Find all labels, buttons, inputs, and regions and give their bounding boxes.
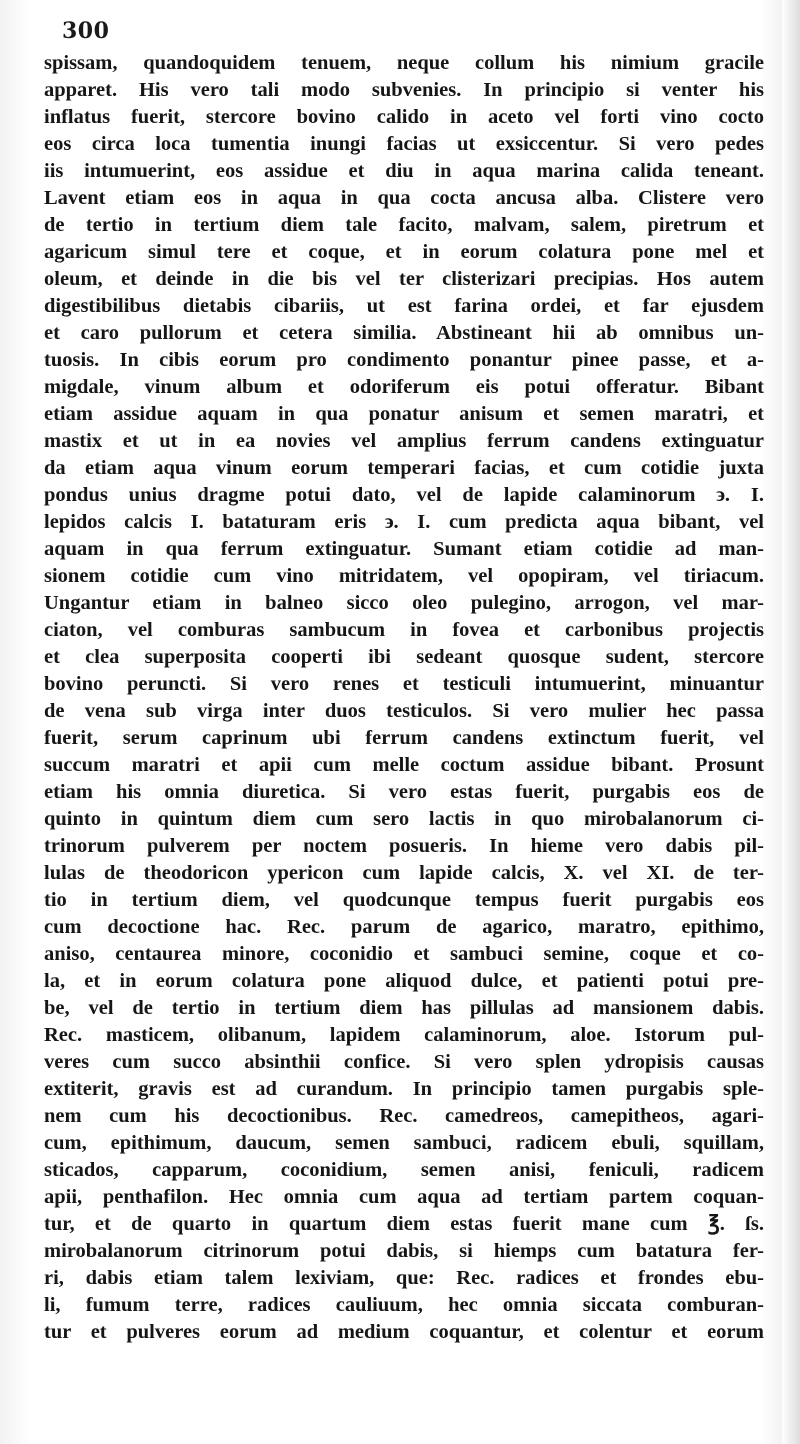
- text-line: ri, dabis etiam talem lexiviam, que: Rec. radices et frondes ebu-: [44, 1267, 764, 1289]
- text-line: Ungantur etiam in balneo sicco oleo pulegino, arrogon, vel mar-: [44, 592, 764, 614]
- text-line: mastix et ut in ea novies vel amplius ferrum candens extinguatur: [44, 430, 764, 452]
- text-line: et clea superposita cooperti ibi sedeant quosque sudent, stercore: [44, 646, 764, 668]
- text-line: li, fumum terre, radices cauliuum, hec omnia siccata comburan-: [44, 1294, 764, 1316]
- text-line: inflatus fuerit, stercore bovino calido in aceto vel forti vino cocto: [44, 106, 764, 128]
- text-line: lepidos calcis I. bataturam eris ϶. I. cum predicta aqua bibant, vel: [44, 511, 764, 533]
- text-line: ciaton, vel comburas sambucum in fovea et carbonibus projectis: [44, 619, 764, 641]
- text-line: nem cum his decoctionibus. Rec. camedreos, camepitheos, agari-: [44, 1105, 764, 1127]
- text-line: tuosis. In cibis eorum pro condimento ponantur pinee passe, et a-: [44, 349, 764, 371]
- text-line: aquam in qua ferrum extinguatur. Sumant etiam cotidie ad man-: [44, 538, 764, 560]
- text-line: sticados, capparum, coconidium, semen anisi, feniculi, radicem: [44, 1159, 764, 1181]
- text-line: succum maratri et apii cum melle coctum assidue bibant. Prosunt: [44, 754, 764, 776]
- text-line: pondus unius dragme potui dato, vel de lapide calaminorum ϶. I.: [44, 484, 764, 506]
- text-line: la, et in eorum colatura pone aliquod dulce, et patienti potui pre-: [44, 970, 764, 992]
- text-line: agaricum simul tere et coque, et in eorum colatura pone mel et: [44, 241, 764, 263]
- text-line: lulas de theodoricon ypericon cum lapide calcis, X. vel XI. de ter-: [44, 862, 764, 884]
- body-text: [44, 50, 764, 1346]
- text-line: etiam assidue aquam in qua ponatur anisum et semen maratri, et: [44, 403, 764, 425]
- text-line: extiterit, gravis est ad curandum. In principio tamen purgabis sple-: [44, 1078, 764, 1100]
- text-line: etiam his omnia diuretica. Si vero estas fuerit, purgabis eos de: [44, 781, 764, 803]
- text-line: tur et pulveres eorum ad medium coquantur, et colentur et eorum: [44, 1321, 764, 1343]
- text-line: trinorum pulverem per noctem posueris. In hieme vero dabis pil-: [44, 835, 764, 857]
- text-line: et caro pullorum et cetera similia. Abstineant hii ab omnibus un-: [44, 322, 764, 344]
- text-line: oleum, et deinde in die bis vel ter clisterizari precipias. Hos autem: [44, 268, 764, 290]
- text-line: Rec. masticem, olibanum, lapidem calaminorum, aloe. Istorum pul-: [44, 1024, 764, 1046]
- text-line: cum, epithimum, daucum, semen sambuci, radicem ebuli, squillam,: [44, 1132, 764, 1154]
- text-line: iis intumuerint, eos assidue et diu in aqua marina calida teneant.: [44, 160, 764, 182]
- page-number: 300: [62, 18, 110, 44]
- text-line: digestibilibus dietabis cibariis, ut est farina ordei, et far ejusdem: [44, 295, 764, 317]
- text-line: tur, et de quarto in quartum diem estas fuerit mane cum ℥. ſs.: [44, 1213, 764, 1235]
- text-line: bovino peruncti. Si vero renes et testiculi intumuerint, minuantur: [44, 673, 764, 695]
- text-line: Lavent etiam eos in aqua in qua cocta ancusa alba. Clistere vero: [44, 187, 764, 209]
- text-line: sionem cotidie cum vino mitridatem, vel opopiram, vel tiriacum.: [44, 565, 764, 587]
- text-line: de tertio in tertium diem tale facito, malvam, salem, piretrum et: [44, 214, 764, 236]
- text-line: veres cum succo absinthii confice. Si vero splen ydropisis causas: [44, 1051, 764, 1073]
- text-line: eos circa loca tumentia inungi facias ut exsiccentur. Si vero pedes: [44, 133, 764, 155]
- text-line: migdale, vinum album et odoriferum eis potui offeratur. Bibant: [44, 376, 764, 398]
- text-line: apparet. His vero tali modo subvenies. In principio si venter his: [44, 79, 764, 101]
- text-line: de vena sub virga inter duos testiculos. Si vero mulier hec passa: [44, 700, 764, 722]
- text-line: apii, penthafilon. Hec omnia cum aqua ad tertiam partem coquan-: [44, 1186, 764, 1208]
- page-gutter-shadow: [782, 0, 800, 1444]
- text-line: mirobalanorum citrinorum potui dabis, si hiemps cum batatura fer-: [44, 1240, 764, 1262]
- text-line: be, vel de tertio in tertium diem has pillulas ad mansionem dabis.: [44, 997, 764, 1019]
- text-line: cum decoctione hac. Rec. parum de agarico, maratro, epithimo,: [44, 916, 764, 938]
- text-line: fuerit, serum caprinum ubi ferrum candens extinctum fuerit, vel: [44, 727, 764, 749]
- text-line: da etiam aqua vinum eorum temperari facias, et cum cotidie juxta: [44, 457, 764, 479]
- text-line: quinto in quintum diem cum sero lactis in quo mirobalanorum ci-: [44, 808, 764, 830]
- text-line: tio in tertium diem, vel quodcunque tempus fuerit purgabis eos: [44, 889, 764, 911]
- text-line: spissam, quandoquidem tenuem, neque collum his nimium gracile: [44, 52, 764, 74]
- text-line: aniso, centaurea minore, coconidio et sambuci semine, coque et co-: [44, 943, 764, 965]
